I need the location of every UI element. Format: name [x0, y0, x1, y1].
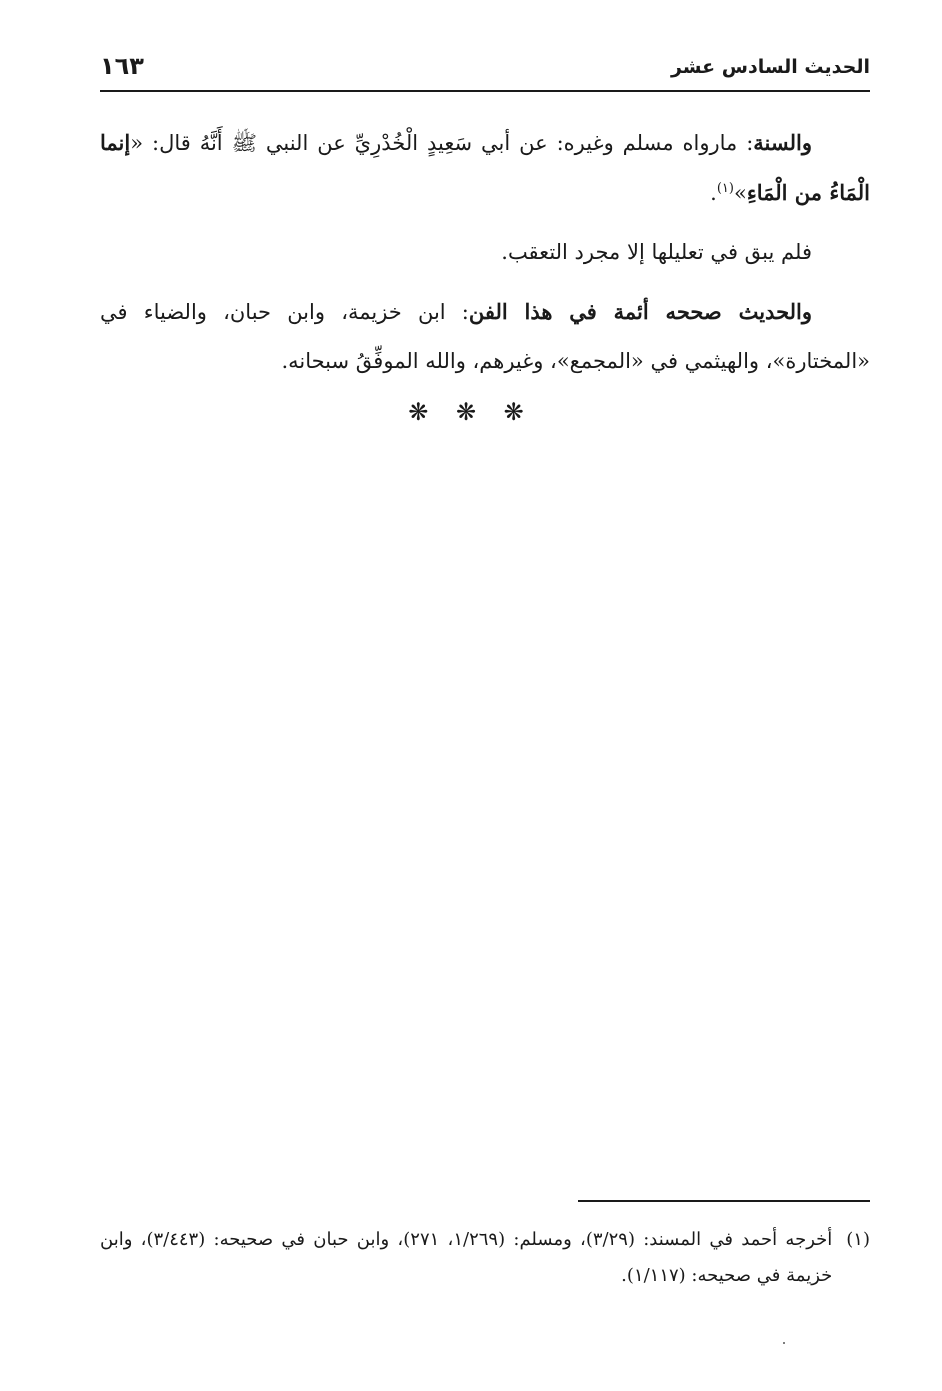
page-number: ١٦٣ — [100, 52, 144, 80]
footnote-divider — [578, 1200, 870, 1202]
footnote-item — [100, 1222, 870, 1294]
paragraph-authentication — [100, 287, 870, 386]
chapter-title: الحديث السادس عشر — [670, 56, 870, 78]
footnote-reference[interactable]: (١) — [716, 181, 734, 196]
running-header — [100, 52, 870, 92]
paragraph-conclusion — [100, 228, 870, 277]
quote-close: » — [733, 181, 747, 205]
paragraph-text: فلم يبق في تعليلها إلا مجرد التعقب. — [501, 240, 812, 264]
paragraph-lead: والحديث صححه أئمة في هذا الفن — [468, 299, 812, 324]
footnotes — [100, 1222, 870, 1294]
paragraph-text: : مارواه مسلم وغيره: عن أبي سَعِيدٍ الْخُدْرِيِّ عن النبي ﷺ أَنَّهُ قال: « — [130, 131, 754, 155]
hadith-quote: إنما الْمَاءُ من الْمَاءِ — [100, 130, 870, 205]
paragraph-lead: والسنة — [753, 130, 812, 155]
footnote-text: أخرجه أحمد في المسند: (٣/٢٩)، ومسلم: (١/٢٦٩، ٢٧١)، وابن حبان في صحيحه: (٣/٤٤٣)، وابن خزيمة في صحيحه: (١/١١٧). — [100, 1229, 833, 1286]
scan-speck — [783, 1342, 785, 1344]
paragraph-sunnah — [100, 118, 870, 218]
footnote-marker: (١) — [846, 1229, 870, 1250]
section-separator: ❋ ❋ ❋ — [408, 398, 534, 426]
paragraph-end: . — [710, 181, 717, 205]
paragraph-text: : ابن خزيمة، وابن حبان، والضياء في «المختارة»، والهيثمي في «المجمع»، وغيرهم، والله الموفِّقُ سبحانه. — [100, 300, 870, 373]
main-text — [100, 118, 870, 396]
